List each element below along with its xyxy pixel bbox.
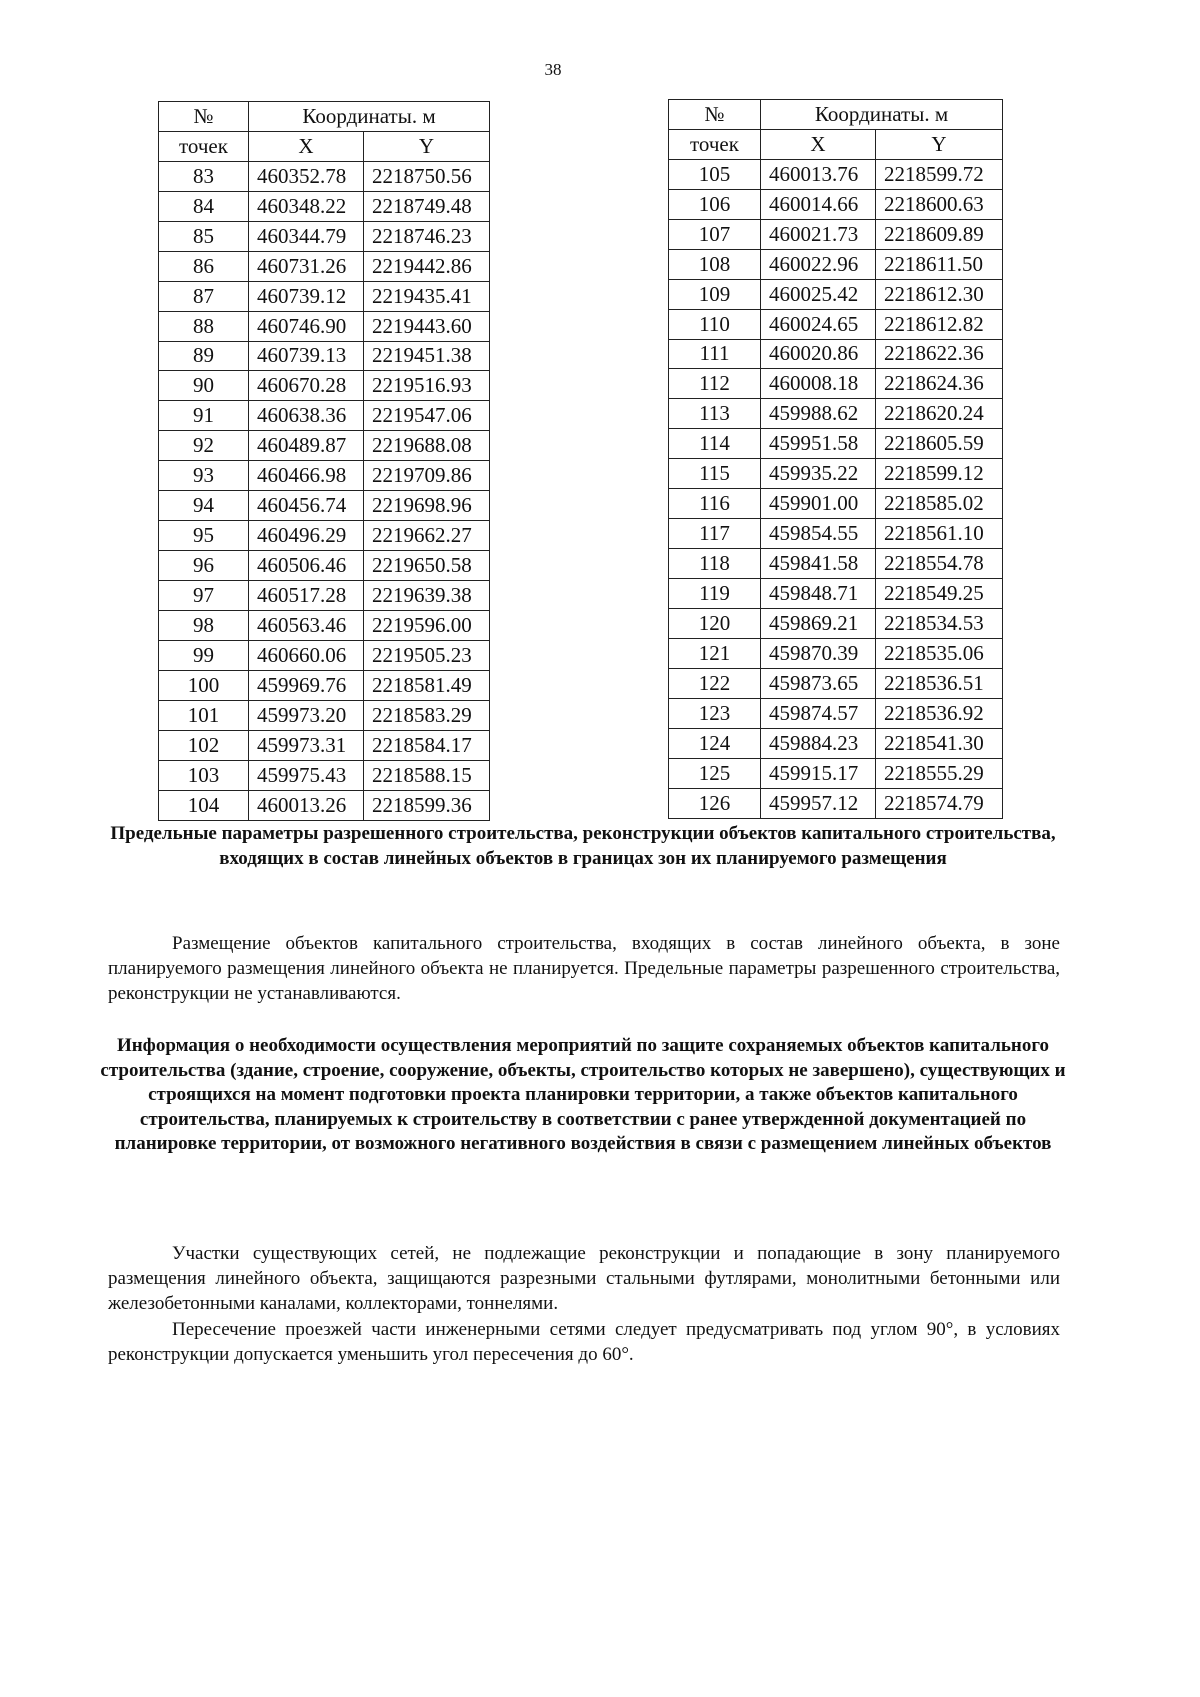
y-coordinate-cell: 2219547.06 <box>364 401 490 431</box>
x-coordinate-cell: 460025.42 <box>761 279 876 309</box>
x-coordinate-cell: 460344.79 <box>249 221 364 251</box>
x-column-header: X <box>249 131 364 161</box>
y-coordinate-cell: 2219650.58 <box>364 551 490 581</box>
point-number-cell: 120 <box>669 608 761 638</box>
y-coordinate-cell: 2218605.59 <box>876 429 1003 459</box>
point-number-cell: 126 <box>669 788 761 818</box>
x-coordinate-cell: 459988.62 <box>761 399 876 429</box>
x-coordinate-cell: 460739.13 <box>249 341 364 371</box>
point-number-header: № <box>159 102 249 132</box>
table-row <box>669 489 1003 519</box>
y-coordinate-cell: 2218620.24 <box>876 399 1003 429</box>
y-coordinate-cell: 2218534.53 <box>876 608 1003 638</box>
paragraph-networks-protection: Участки существующих сетей, не подлежащие реконструкции и попадающие в зону планируемого размещения линейного объекта, защищаются разрезными стальными футлярами, монолитными бетонными или железобетонными каналами, коллекторами, тоннелями. <box>108 1243 1060 1314</box>
point-number-cell: 113 <box>669 399 761 429</box>
point-number-cell: 87 <box>159 281 249 311</box>
point-number-cell: 115 <box>669 459 761 489</box>
point-number-cell: 111 <box>669 339 761 369</box>
y-coordinate-cell: 2219442.86 <box>364 251 490 281</box>
table-header-row <box>669 100 1003 130</box>
table-subheader-row <box>159 131 490 161</box>
table-row <box>159 581 490 611</box>
x-coordinate-cell: 460013.26 <box>249 790 364 820</box>
table-row <box>669 249 1003 279</box>
x-coordinate-cell: 460348.22 <box>249 191 364 221</box>
y-coordinate-cell: 2219639.38 <box>364 581 490 611</box>
point-number-cell: 93 <box>159 461 249 491</box>
x-coordinate-cell: 460024.65 <box>761 309 876 339</box>
table-row <box>159 221 490 251</box>
point-number-cell: 92 <box>159 431 249 461</box>
table-row <box>159 251 490 281</box>
table-row <box>669 339 1003 369</box>
point-number-header-cont: точек <box>159 131 249 161</box>
point-number-cell: 104 <box>159 790 249 820</box>
table-row <box>669 608 1003 638</box>
x-column-header: X <box>761 129 876 159</box>
y-coordinate-cell: 2218541.30 <box>876 728 1003 758</box>
y-coordinate-cell: 2218536.92 <box>876 698 1003 728</box>
table-row <box>669 399 1003 429</box>
x-coordinate-cell: 459884.23 <box>761 728 876 758</box>
point-number-cell: 97 <box>159 581 249 611</box>
table-row <box>669 189 1003 219</box>
table-row <box>669 579 1003 609</box>
point-number-cell: 122 <box>669 668 761 698</box>
point-number-cell: 106 <box>669 189 761 219</box>
y-coordinate-cell: 2218588.15 <box>364 760 490 790</box>
point-number-cell: 107 <box>669 219 761 249</box>
point-number-cell: 100 <box>159 670 249 700</box>
x-coordinate-cell: 460013.76 <box>761 159 876 189</box>
table-row <box>159 371 490 401</box>
y-coordinate-cell: 2219435.41 <box>364 281 490 311</box>
y-coordinate-cell: 2218561.10 <box>876 519 1003 549</box>
point-number-cell: 110 <box>669 309 761 339</box>
y-coordinate-cell: 2218750.56 <box>364 161 490 191</box>
x-coordinate-cell: 459841.58 <box>761 549 876 579</box>
y-coordinate-cell: 2218749.48 <box>364 191 490 221</box>
point-number-cell: 109 <box>669 279 761 309</box>
point-number-header: № <box>669 100 761 130</box>
table-row <box>159 700 490 730</box>
x-coordinate-cell: 459869.21 <box>761 608 876 638</box>
table-row <box>159 401 490 431</box>
y-coordinate-cell: 2218584.17 <box>364 730 490 760</box>
y-coordinate-cell: 2219698.96 <box>364 491 490 521</box>
x-coordinate-cell: 460008.18 <box>761 369 876 399</box>
point-number-cell: 114 <box>669 429 761 459</box>
point-number-cell: 88 <box>159 311 249 341</box>
page-number: 38 <box>544 60 562 79</box>
point-number-cell: 91 <box>159 401 249 431</box>
table-row <box>669 698 1003 728</box>
table-row <box>159 521 490 551</box>
x-coordinate-cell: 459915.17 <box>761 758 876 788</box>
coordinates-header: Координаты. м <box>761 100 1003 130</box>
table-row <box>669 519 1003 549</box>
y-coordinate-cell: 2218583.29 <box>364 700 490 730</box>
point-number-cell: 89 <box>159 341 249 371</box>
table-subheader-row <box>669 129 1003 159</box>
y-column-header: Y <box>364 131 490 161</box>
y-coordinate-cell: 2218599.72 <box>876 159 1003 189</box>
y-coordinate-cell: 2219516.93 <box>364 371 490 401</box>
coordinates-table-right <box>668 99 1003 819</box>
x-coordinate-cell: 460020.86 <box>761 339 876 369</box>
y-coordinate-cell: 2218599.36 <box>364 790 490 820</box>
x-coordinate-cell: 459973.20 <box>249 700 364 730</box>
x-coordinate-cell: 459951.58 <box>761 429 876 459</box>
x-coordinate-cell: 460638.36 <box>249 401 364 431</box>
y-coordinate-cell: 2219662.27 <box>364 521 490 551</box>
table-row <box>669 459 1003 489</box>
table-row <box>159 730 490 760</box>
x-coordinate-cell: 460746.90 <box>249 311 364 341</box>
table-row <box>159 610 490 640</box>
point-number-cell: 94 <box>159 491 249 521</box>
y-coordinate-cell: 2219688.08 <box>364 431 490 461</box>
table-row <box>669 758 1003 788</box>
x-coordinate-cell: 460496.29 <box>249 521 364 551</box>
y-coordinate-cell: 2218555.29 <box>876 758 1003 788</box>
point-number-header-cont: точек <box>669 129 761 159</box>
table-row <box>669 219 1003 249</box>
y-coordinate-cell: 2219596.00 <box>364 610 490 640</box>
x-coordinate-cell: 460022.96 <box>761 249 876 279</box>
section-heading-protection: Информация о необходимости осуществления мероприятий по защите сохраняемых объектов капитального строительства (здание, строение, сооружение, объекты, строительство которых не завершено), существующих и строящихся на момент подготовки проекта планировки территории, а также объектов капитального строительства, планируемых к строительству в соответствии с ранее утвержденной документацией по планировке территории, от возможного негативного воздействия в связи с размещением линейных объектов <box>100 1035 1066 1154</box>
point-number-cell: 84 <box>159 191 249 221</box>
y-coordinate-cell: 2218611.50 <box>876 249 1003 279</box>
point-number-cell: 112 <box>669 369 761 399</box>
x-coordinate-cell: 459873.65 <box>761 668 876 698</box>
table-row <box>669 309 1003 339</box>
point-number-cell: 124 <box>669 728 761 758</box>
y-coordinate-cell: 2218574.79 <box>876 788 1003 818</box>
x-coordinate-cell: 459901.00 <box>761 489 876 519</box>
y-coordinate-cell: 2218612.30 <box>876 279 1003 309</box>
point-number-cell: 86 <box>159 251 249 281</box>
x-coordinate-cell: 460014.66 <box>761 189 876 219</box>
x-coordinate-cell: 460660.06 <box>249 640 364 670</box>
table-row <box>159 161 490 191</box>
x-coordinate-cell: 459957.12 <box>761 788 876 818</box>
x-coordinate-cell: 460021.73 <box>761 219 876 249</box>
x-coordinate-cell: 460731.26 <box>249 251 364 281</box>
table-header-row <box>159 102 490 132</box>
section-heading-limits: Предельные параметры разрешенного строительства, реконструкции объектов капитального строительства, входящих в состав линейных объектов в границах зон их планируемого размещения <box>110 823 1056 869</box>
point-number-cell: 98 <box>159 610 249 640</box>
x-coordinate-cell: 460352.78 <box>249 161 364 191</box>
point-number-cell: 96 <box>159 551 249 581</box>
point-number-cell: 103 <box>159 760 249 790</box>
table-row <box>669 429 1003 459</box>
y-coordinate-cell: 2218554.78 <box>876 549 1003 579</box>
y-coordinate-cell: 2218549.25 <box>876 579 1003 609</box>
table-row <box>159 640 490 670</box>
table-row <box>669 638 1003 668</box>
coordinates-header: Координаты. м <box>249 102 490 132</box>
point-number-cell: 101 <box>159 700 249 730</box>
table-row <box>159 670 490 700</box>
table-row <box>669 369 1003 399</box>
x-coordinate-cell: 460517.28 <box>249 581 364 611</box>
x-coordinate-cell: 460466.98 <box>249 461 364 491</box>
point-number-cell: 119 <box>669 579 761 609</box>
table-row <box>159 311 490 341</box>
table-row <box>669 549 1003 579</box>
x-coordinate-cell: 459975.43 <box>249 760 364 790</box>
table-row <box>159 491 490 521</box>
point-number-cell: 85 <box>159 221 249 251</box>
point-number-cell: 105 <box>669 159 761 189</box>
x-coordinate-cell: 459973.31 <box>249 730 364 760</box>
table-row <box>159 760 490 790</box>
y-coordinate-cell: 2219451.38 <box>364 341 490 371</box>
x-coordinate-cell: 459935.22 <box>761 459 876 489</box>
point-number-cell: 123 <box>669 698 761 728</box>
y-coordinate-cell: 2218612.82 <box>876 309 1003 339</box>
point-number-cell: 118 <box>669 549 761 579</box>
y-coordinate-cell: 2218622.36 <box>876 339 1003 369</box>
x-coordinate-cell: 460739.12 <box>249 281 364 311</box>
x-coordinate-cell: 460670.28 <box>249 371 364 401</box>
point-number-cell: 102 <box>159 730 249 760</box>
y-coordinate-cell: 2218599.12 <box>876 459 1003 489</box>
point-number-cell: 116 <box>669 489 761 519</box>
point-number-cell: 95 <box>159 521 249 551</box>
x-coordinate-cell: 460456.74 <box>249 491 364 521</box>
table-row <box>669 668 1003 698</box>
table-row <box>159 551 490 581</box>
y-coordinate-cell: 2218585.02 <box>876 489 1003 519</box>
y-coordinate-cell: 2218609.89 <box>876 219 1003 249</box>
table-row <box>669 728 1003 758</box>
table-row <box>159 790 490 820</box>
point-number-cell: 108 <box>669 249 761 279</box>
y-coordinate-cell: 2218535.06 <box>876 638 1003 668</box>
y-coordinate-cell: 2218600.63 <box>876 189 1003 219</box>
point-number-cell: 121 <box>669 638 761 668</box>
y-coordinate-cell: 2219443.60 <box>364 311 490 341</box>
y-coordinate-cell: 2219505.23 <box>364 640 490 670</box>
y-coordinate-cell: 2218536.51 <box>876 668 1003 698</box>
point-number-cell: 99 <box>159 640 249 670</box>
y-coordinate-cell: 2218581.49 <box>364 670 490 700</box>
table-row <box>159 431 490 461</box>
table-row <box>669 279 1003 309</box>
table-row <box>159 281 490 311</box>
point-number-cell: 90 <box>159 371 249 401</box>
table-row <box>159 341 490 371</box>
y-coordinate-cell: 2218624.36 <box>876 369 1003 399</box>
paragraph-limits: Размещение объектов капитального строительства, входящих в состав линейного объекта, в зоне планируемого размещения линейного объекта не планируется. Предельные параметры разрешенного строительства, реконструкции не устанавливаются. <box>108 933 1060 1004</box>
y-coordinate-cell: 2218746.23 <box>364 221 490 251</box>
point-number-cell: 117 <box>669 519 761 549</box>
x-coordinate-cell: 460506.46 <box>249 551 364 581</box>
table-row <box>669 788 1003 818</box>
coordinates-table-left <box>158 101 490 821</box>
y-column-header: Y <box>876 129 1003 159</box>
paragraph-road-crossing: Пересечение проезжей части инженерными сетями следует предусматривать под углом 90°, в условиях реконструкции допускается уменьшить угол пересечения до 60°. <box>108 1319 1060 1365</box>
x-coordinate-cell: 460489.87 <box>249 431 364 461</box>
x-coordinate-cell: 459854.55 <box>761 519 876 549</box>
table-row <box>159 461 490 491</box>
x-coordinate-cell: 459848.71 <box>761 579 876 609</box>
point-number-cell: 125 <box>669 758 761 788</box>
point-number-cell: 83 <box>159 161 249 191</box>
x-coordinate-cell: 460563.46 <box>249 610 364 640</box>
y-coordinate-cell: 2219709.86 <box>364 461 490 491</box>
x-coordinate-cell: 459870.39 <box>761 638 876 668</box>
x-coordinate-cell: 459969.76 <box>249 670 364 700</box>
x-coordinate-cell: 459874.57 <box>761 698 876 728</box>
table-row <box>669 159 1003 189</box>
table-row <box>159 191 490 221</box>
